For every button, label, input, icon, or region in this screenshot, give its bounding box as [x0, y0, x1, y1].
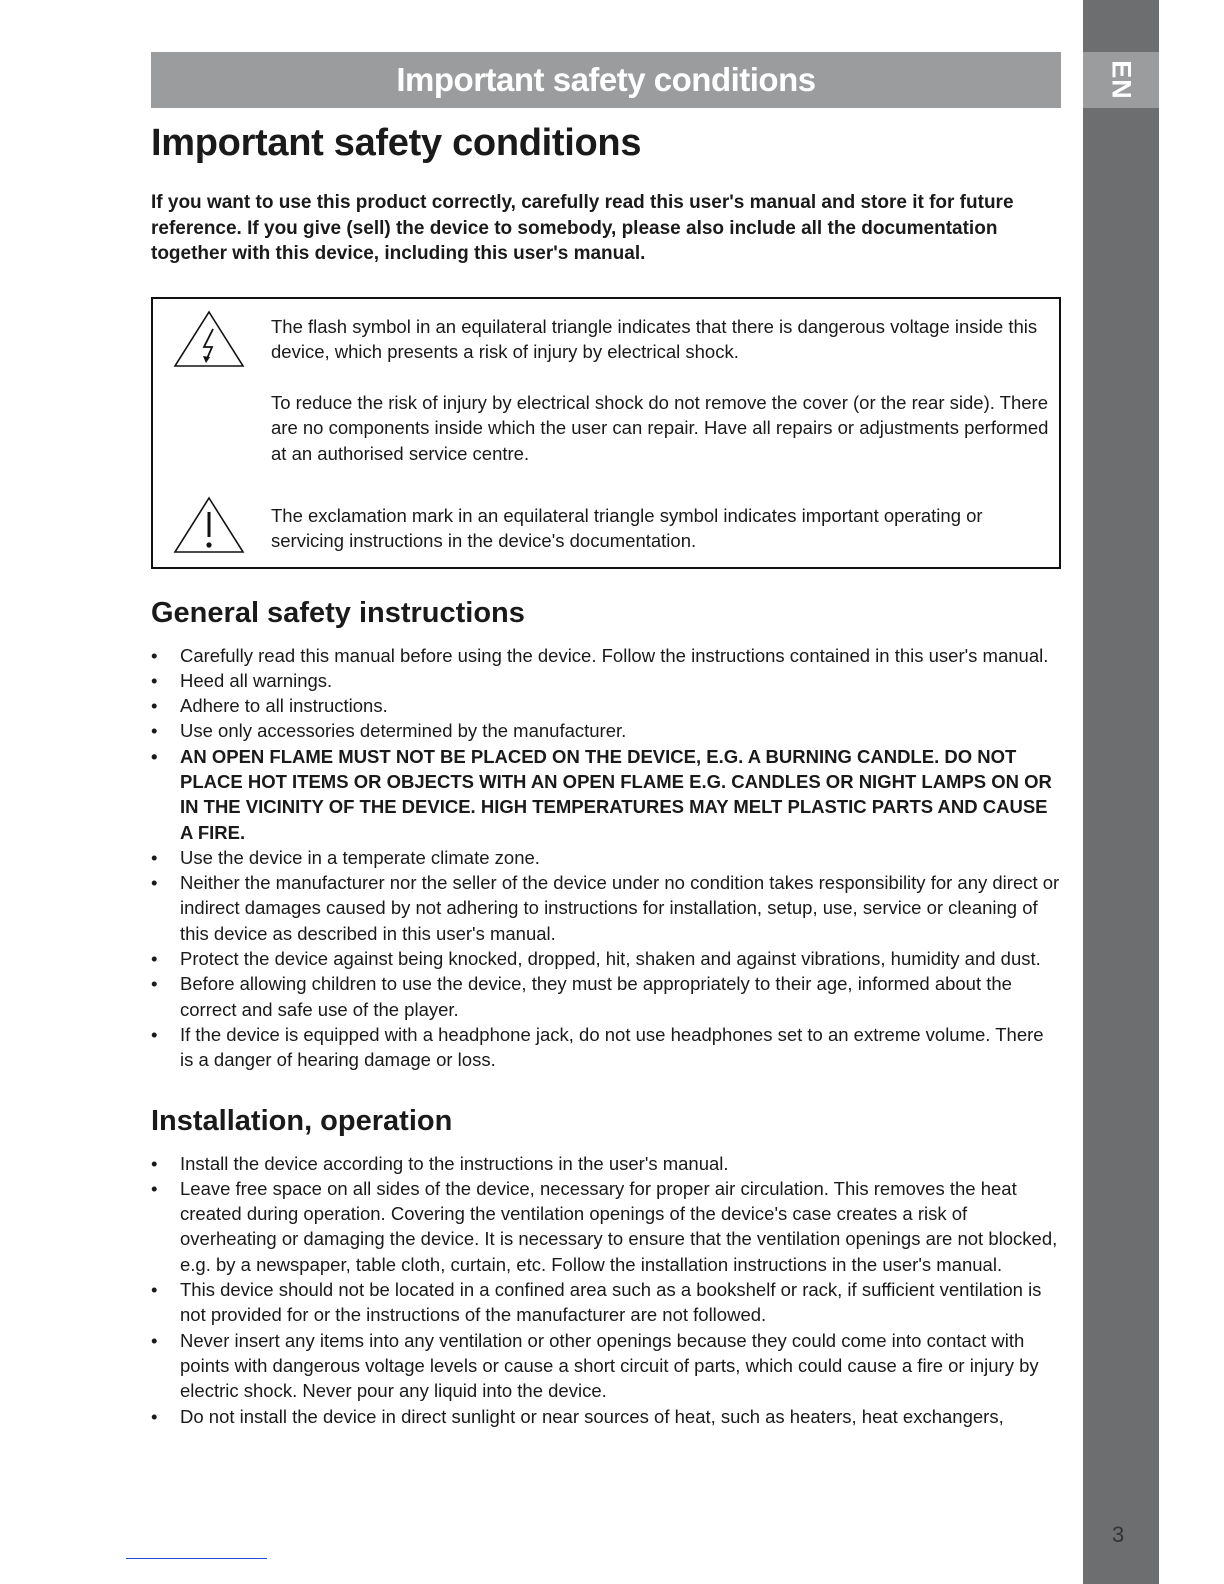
list-item: • Leave free space on all sides of the device, necessary for proper air circulation. This removes the heat created during operation. Covering the ventilation openings of the device's case creates a risk of overheating or damaging the device. It is necessary to ensure that the ventilation openings are not blocked, e.g. by a newspaper, table cloth, curtain, etc. Follow the installation instructions in the user's manual.: [151, 1177, 1058, 1275]
electric-shock-warning-icon: [173, 309, 245, 369]
list-item-open-flame-warning: • AN OPEN FLAME MUST NOT BE PLACED ON THE DEVICE, E.G. A BURNING CANDLE. DO NOT PLACE HOT ITEMS OR OBJECTS WITH AN OPEN FLAME E.G. CANDLES OR NIGHT LAMPS ON OR IN THE VICINITY OF THE DEVICE. HIGH TEMPERATURES MAY MELT PLASTIC PARTS AND CAUSE A FIRE.: [151, 745, 1052, 843]
side-bar: [1083, 0, 1159, 1584]
installation-heading: Installation, operation: [151, 1104, 453, 1137]
header-band-title: Important safety conditions: [396, 61, 816, 98]
list-item: • Neither the manufacturer nor the seller of the device under no condition takes responsibility for any direct or indirect damages caused by not adhering to instructions for installation, setup, use, service or cleaning of this device as described in this user's manual.: [151, 872, 1060, 944]
list-item: • This device should not be located in a confined area such as a bookshelf or rack, if sufficient ventilation is not provided for or the instructions of the manufacturer are not followed.: [151, 1279, 1042, 1326]
language-tab-label: EN: [1106, 60, 1137, 100]
cover-warning-text: To reduce the risk of injury by electrical shock do not remove the cover (or the rear side). There are no components inside which the user can repair. Have all repairs or adjustments performed at an authorised service centre.: [271, 391, 1049, 464]
footer-divider: [126, 1558, 267, 1559]
list-item: • Use only accessories determined by the manufacturer.: [151, 720, 627, 742]
list-item: • Use the device in a temperate climate zone.: [151, 846, 540, 868]
list-item: • Never insert any items into any ventilation or other openings because they could come into contact with points with dangerous voltage levels or cause a short circuit of parts, which could cause a fire or injury by electric shock. Never pour any liquid into the device.: [151, 1329, 1039, 1402]
list-item: • Heed all warnings.: [151, 669, 333, 691]
intro-paragraph: If you want to use this product correctly, carefully read this user's manual and store it for future reference. If you give (sell) the device to somebody, please also include all the documentation together with this device, including this user's manual.: [151, 192, 1014, 264]
installation-list: [151, 1151, 1061, 1429]
page-title: Important safety conditions: [151, 122, 642, 164]
exclamation-symbol-text: The exclamation mark in an equilateral triangle symbol indicates important operating or servicing instructions in the device's documentation.: [271, 504, 983, 551]
list-item: • If the device is equipped with a headphone jack, do not use headphones set to an extreme volume. There is a danger of hearing damage or loss.: [151, 1023, 1044, 1071]
warning-box: [151, 297, 1061, 569]
main-content: [151, 118, 1061, 1429]
page-number: 3: [1112, 1522, 1125, 1547]
list-item: • Carefully read this manual before using the device. Follow the instructions contained in this user's manual.: [151, 644, 1049, 666]
list-item: • Protect the device against being knocked, dropped, hit, shaken and against vibrations, humidity and dust.: [151, 948, 1041, 970]
flash-symbol-text: The flash symbol in an equilateral triangle indicates that there is dangerous voltage inside this device, which presents a risk of injury by electrical shock.: [271, 315, 1038, 362]
general-safety-list: [151, 643, 1061, 1073]
list-item: • Install the device according to the instructions in the user's manual.: [151, 1152, 729, 1174]
exclamation-warning-icon: [173, 495, 245, 555]
general-safety-heading: General safety instructions: [151, 596, 525, 629]
list-item: • Adhere to all instructions.: [151, 695, 388, 717]
header-band: [151, 52, 1061, 108]
list-item: • Before allowing children to use the device, they must be appropriately to their age, informed about the correct and safe use of the player.: [151, 973, 1012, 1020]
list-item: • Do not install the device in direct sunlight or near sources of heat, such as heaters, heat exchangers,: [151, 1405, 1004, 1427]
